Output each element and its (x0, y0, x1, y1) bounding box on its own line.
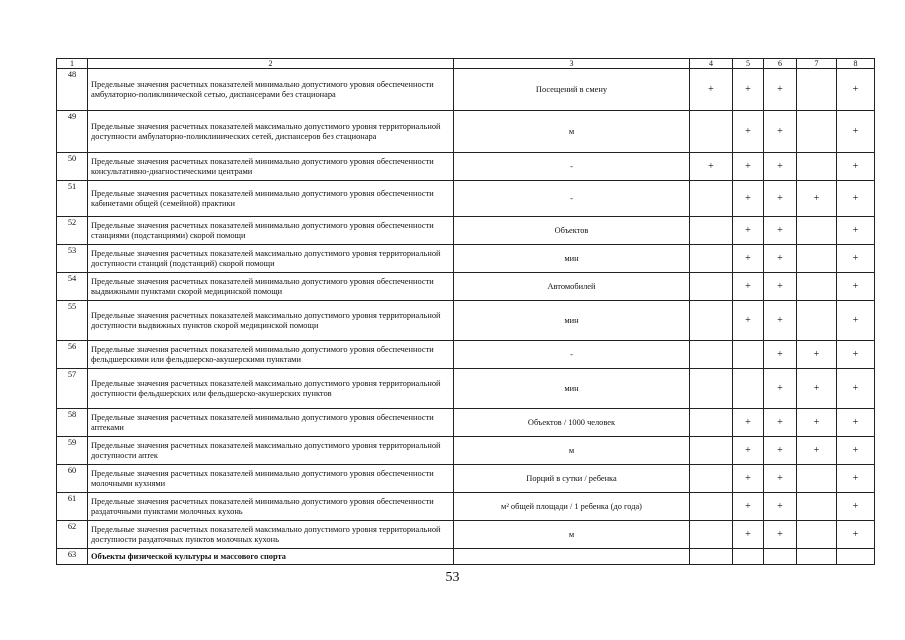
mark-col-7 (797, 153, 837, 181)
table-row (57, 245, 875, 273)
indicator-description: Предельные значения расчетных показателей максимально допустимого уровня территориальной доступности амбулаторно-поликлинических сетей, диспансеров без стационара (88, 111, 454, 153)
mark-col-7: + (797, 341, 837, 369)
mark-col-6: + (764, 409, 797, 437)
mark-col-8: + (837, 409, 875, 437)
unit-cell: мин (454, 301, 690, 341)
mark-col-5: + (733, 409, 764, 437)
indicator-description: Предельные значения расчетных показателей минимально допустимого уровня обеспеченности станциями (подстанциями) скорой помощи (88, 217, 454, 245)
header-col-2: 2 (88, 59, 454, 69)
indicator-description: Предельные значения расчетных показателей минимально допустимого уровня обеспеченности молочными кухнями (88, 465, 454, 493)
mark-col-4 (690, 437, 733, 465)
unit-cell: м² общей площади / 1 ребенка (до года) (454, 493, 690, 521)
mark-col-4: + (690, 69, 733, 111)
mark-col-8 (837, 549, 875, 565)
indicator-description: Предельные значения расчетных показателей минимально допустимого уровня обеспеченности раздаточными пунктами молочных кухонь (88, 493, 454, 521)
row-number: 53 (57, 245, 88, 273)
row-number: 61 (57, 493, 88, 521)
unit-cell: мин (454, 369, 690, 409)
indicator-description: Предельные значения расчетных показателей максимально допустимого уровня территориальной доступности аптек (88, 437, 454, 465)
mark-col-4 (690, 111, 733, 153)
mark-col-8: + (837, 111, 875, 153)
mark-col-7 (797, 549, 837, 565)
unit-cell (454, 549, 690, 565)
mark-col-8: + (837, 301, 875, 341)
row-number: 52 (57, 217, 88, 245)
mark-col-7: + (797, 437, 837, 465)
mark-col-5: + (733, 69, 764, 111)
mark-col-4 (690, 369, 733, 409)
table-row (57, 301, 875, 341)
mark-col-5: + (733, 437, 764, 465)
mark-col-6: + (764, 111, 797, 153)
mark-col-8: + (837, 217, 875, 245)
table-row (57, 493, 875, 521)
unit-cell: - (454, 341, 690, 369)
mark-col-4: + (690, 153, 733, 181)
mark-col-5: + (733, 465, 764, 493)
mark-col-8: + (837, 341, 875, 369)
row-number: 62 (57, 521, 88, 549)
mark-col-8: + (837, 153, 875, 181)
indicator-description: Предельные значения расчетных показателей минимально допустимого уровня обеспеченности амбулаторно-поликлинической сетью, диспансерами без стационара (88, 69, 454, 111)
indicator-description: Предельные значения расчетных показателей минимально допустимого уровня обеспеченности кабинетами общей (семейной) практики (88, 181, 454, 217)
header-col-1: 1 (57, 59, 88, 69)
mark-col-6: + (764, 341, 797, 369)
mark-col-4 (690, 465, 733, 493)
indicator-description: Предельные значения расчетных показателей максимально допустимого уровня территориальной доступности раздаточных пунктов молочных кухонь (88, 521, 454, 549)
mark-col-5 (733, 341, 764, 369)
mark-col-5: + (733, 493, 764, 521)
mark-col-6: + (764, 245, 797, 273)
mark-col-6: + (764, 437, 797, 465)
indicator-description: Предельные значения расчетных показателей минимально допустимого уровня обеспеченности аптеками (88, 409, 454, 437)
mark-col-8: + (837, 369, 875, 409)
unit-cell: - (454, 181, 690, 217)
mark-col-8: + (837, 465, 875, 493)
mark-col-4 (690, 273, 733, 301)
page-number: 53 (445, 570, 460, 585)
row-number: 49 (57, 111, 88, 153)
mark-col-6: + (764, 493, 797, 521)
header-col-5: 5 (733, 59, 764, 69)
mark-col-5: + (733, 217, 764, 245)
mark-col-4 (690, 493, 733, 521)
unit-cell: Порций в сутки / ребенка (454, 465, 690, 493)
header-col-6: 6 (764, 59, 797, 69)
mark-col-6: + (764, 465, 797, 493)
mark-col-4 (690, 409, 733, 437)
table-row (57, 273, 875, 301)
mark-col-7: + (797, 369, 837, 409)
mark-col-7 (797, 273, 837, 301)
mark-col-5: + (733, 181, 764, 217)
indicator-description: Предельные значения расчетных показателей минимально допустимого уровня обеспеченности консультативно-диагностическими центрами (88, 153, 454, 181)
mark-col-4 (690, 245, 733, 273)
mark-col-6: + (764, 369, 797, 409)
mark-col-4 (690, 217, 733, 245)
mark-col-7 (797, 301, 837, 341)
indicator-description: Предельные значения расчетных показателей максимально допустимого уровня территориальной доступности станций (подстанций) скорой помощи (88, 245, 454, 273)
row-number: 57 (57, 369, 88, 409)
header-row (57, 59, 875, 69)
mark-col-5: + (733, 521, 764, 549)
mark-col-6: + (764, 301, 797, 341)
indicator-description: Объекты физической культуры и массового спорта (88, 549, 454, 565)
mark-col-8: + (837, 437, 875, 465)
table-row (57, 437, 875, 465)
mark-col-4 (690, 341, 733, 369)
mark-col-6: + (764, 153, 797, 181)
mark-col-4 (690, 301, 733, 341)
table-row (57, 409, 875, 437)
unit-cell: м (454, 521, 690, 549)
mark-col-4 (690, 521, 733, 549)
mark-col-7 (797, 217, 837, 245)
row-number: 63 (57, 549, 88, 565)
mark-col-5: + (733, 111, 764, 153)
mark-col-6: + (764, 69, 797, 111)
mark-col-5: + (733, 153, 764, 181)
header-col-7: 7 (797, 59, 837, 69)
unit-cell: мин (454, 245, 690, 273)
unit-cell: - (454, 153, 690, 181)
row-number: 48 (57, 69, 88, 111)
indicator-description: Предельные значения расчетных показателей максимально допустимого уровня территориальной доступности выдвижных пунктов скорой медицинской помощи (88, 301, 454, 341)
mark-col-6: + (764, 273, 797, 301)
row-number: 60 (57, 465, 88, 493)
mark-col-6: + (764, 181, 797, 217)
indicator-table (56, 58, 875, 565)
row-number: 50 (57, 153, 88, 181)
unit-cell: Посещений в смену (454, 69, 690, 111)
mark-col-8: + (837, 245, 875, 273)
header-col-8: 8 (837, 59, 875, 69)
mark-col-7: + (797, 409, 837, 437)
row-number: 51 (57, 181, 88, 217)
unit-cell: Объектов / 1000 человек (454, 409, 690, 437)
mark-col-5: + (733, 301, 764, 341)
indicator-description: Предельные значения расчетных показателей минимально допустимого уровня обеспеченности выдвижными пунктами скорой медицинской помощи (88, 273, 454, 301)
header-col-4: 4 (690, 59, 733, 69)
mark-col-5: + (733, 245, 764, 273)
table-row (57, 369, 875, 409)
mark-col-8: + (837, 521, 875, 549)
mark-col-7 (797, 69, 837, 111)
table-row (57, 69, 875, 111)
mark-col-6: + (764, 217, 797, 245)
row-number: 54 (57, 273, 88, 301)
mark-col-7 (797, 521, 837, 549)
table-row (57, 217, 875, 245)
mark-col-6 (764, 549, 797, 565)
table-row (57, 111, 875, 153)
mark-col-7 (797, 493, 837, 521)
mark-col-8: + (837, 69, 875, 111)
table-row (57, 181, 875, 217)
mark-col-7 (797, 245, 837, 273)
mark-col-4 (690, 181, 733, 217)
mark-col-5 (733, 369, 764, 409)
row-number: 56 (57, 341, 88, 369)
unit-cell: Объектов (454, 217, 690, 245)
indicator-description: Предельные значения расчетных показателей минимально допустимого уровня обеспеченности фельдшерскими или фельдшерско-акушерскими пунктами (88, 341, 454, 369)
table-row (57, 341, 875, 369)
mark-col-5 (733, 549, 764, 565)
unit-cell: м (454, 437, 690, 465)
indicator-description: Предельные значения расчетных показателей максимально допустимого уровня территориальной доступности фельдшерских или фельдшерско-акушерских пунктов (88, 369, 454, 409)
row-number: 58 (57, 409, 88, 437)
table-row (57, 549, 875, 565)
mark-col-8: + (837, 273, 875, 301)
row-number: 55 (57, 301, 88, 341)
mark-col-5: + (733, 273, 764, 301)
table-row (57, 153, 875, 181)
mark-col-4 (690, 549, 733, 565)
mark-col-8: + (837, 493, 875, 521)
mark-col-7: + (797, 181, 837, 217)
row-number: 59 (57, 437, 88, 465)
mark-col-7 (797, 465, 837, 493)
mark-col-6: + (764, 521, 797, 549)
table-row (57, 465, 875, 493)
unit-cell: Автомобилей (454, 273, 690, 301)
mark-col-7 (797, 111, 837, 153)
header-col-3: 3 (454, 59, 690, 69)
mark-col-8: + (837, 181, 875, 217)
table-row (57, 521, 875, 549)
unit-cell: м (454, 111, 690, 153)
